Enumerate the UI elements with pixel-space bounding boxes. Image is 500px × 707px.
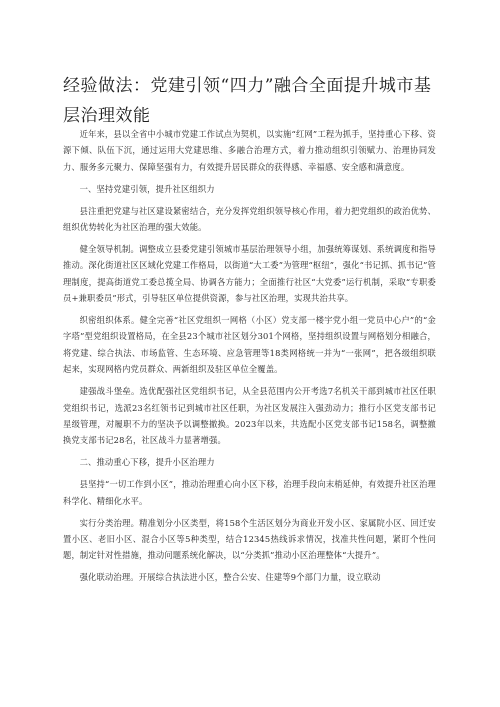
- intro-paragraph: 近年来，县以全省中小城市党建工作试点为契机，以实施“红网”工程为抓手，坚持重心下移、资源下倾、队伍下沉，通过运用大党建思维、多融合治理方式，着力推动组织引领赋力、治理协同发力、服务多元聚力、保障坚强有力，有效提升居民群众的获得感、幸福感、安全感和满意度。: [63, 129, 436, 172]
- document-body: [63, 126, 436, 591]
- body-paragraph: 实行分类治理。精准划分小区类型，将158个生活区划分为商业开发小区、家属院小区、回迁安置小区、老旧小区、混合小区等5种类型，结合12345热线诉求情况，找准共性问题，紧盯个性问题，制定针对性措施，推动问题系统化解决，以“分类抓”推动小区治理整体“大提升”。: [63, 517, 436, 561]
- body-paragraph: 织密组织体系。健全完善“社区党组织一网格（小区）党支部一楼宇党小组一党员中心户”的“金字塔”型党组织设置格局，在全县23个城市社区划分301个网格，坚持组织设置与网格划分相融合，将党建、综合执法、市场监管、生态环境、应急管理等18类网格统一并为“一张网”，把各级组织联起来，实现网格内党员群众、两新组织及驻区单位全覆盖。: [63, 315, 436, 375]
- section-heading-2: 二、推动重心下移，提升小区治理力: [79, 457, 215, 468]
- body-paragraph: 强化联动治理。开展综合执法进小区，整合公安、住建等9个部门力量，设立联动: [79, 572, 381, 583]
- body-paragraph: 健全领导机制。调整成立县委党建引领城市基层治理领导小组，加强统筹谋划、系统调度和指导推动。深化街道社区区域化党建工作格局，以街道“大工委”为管理“枢纽”，强化“书记抓、抓书记”管理制度，提高街道党工委总揽全局、协调各方能力；全面推行社区“大党委”运行机制，采取“专职委员+兼职委员”形式，引导驻区单位提供资源，参与社区治理，实现共治共享。: [63, 243, 436, 304]
- body-paragraph: 县注重把党建与社区建设紧密结合，充分发挥党组织领导核心作用，着力把党组织的政治优势、组织优势转化为社区治理的强大效能。: [63, 205, 436, 233]
- section-heading-1: 一、坚持党建引领，提升社区组织力: [79, 183, 215, 194]
- document-title: 经验做法：党建引领“四力”融合全面提升城市基层治理效能: [63, 76, 432, 126]
- body-paragraph: 建强战斗堡垒。选优配强社区党组织书记，从全县范围内公开考选7名机关干部到城市社区任职党组织书记，选派23名红领书记到城市社区任职，为社区发展注入强劲动力；推行小区党支部书记星级管理，对履职不力的坚决予以调整撤换。2023年以来，共选配小区党支部书记158名，调整撤换党支部书记28名，社区战斗力显著增强。: [63, 386, 436, 446]
- body-paragraph: 县坚持“一切工作到小区”，推动治理重心向小区下移，治理手段向末梢延伸，有效提升社区治理科学化、精细化水平。: [63, 479, 436, 506]
